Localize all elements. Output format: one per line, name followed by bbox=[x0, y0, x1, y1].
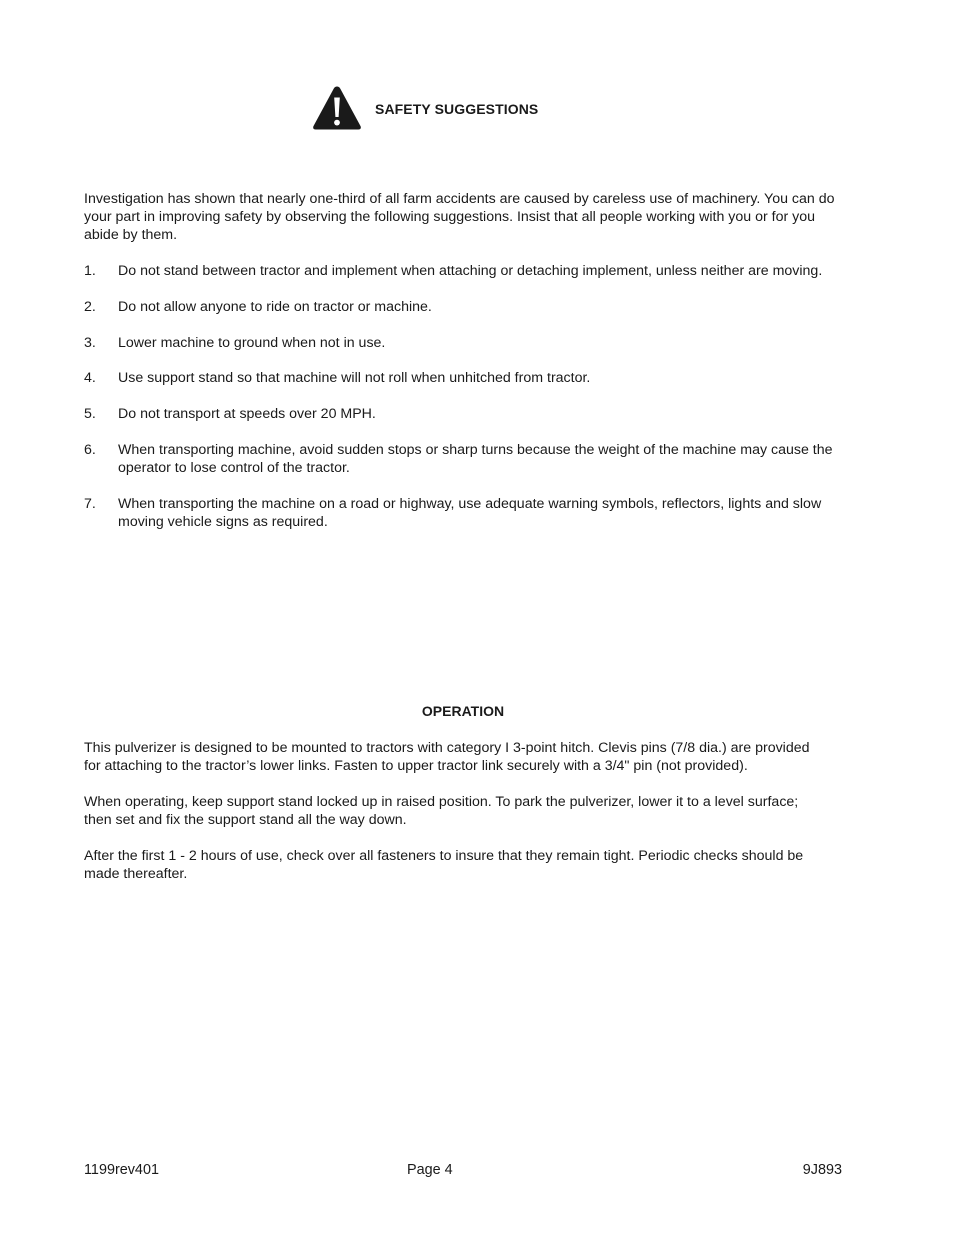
list-item bbox=[84, 334, 854, 352]
list-item bbox=[84, 369, 854, 387]
item-text: Do not allow anyone to ride on tractor or machine. bbox=[118, 298, 432, 315]
operation-body bbox=[84, 739, 824, 901]
item-number: 4. bbox=[84, 370, 96, 387]
item-number: 5. bbox=[84, 406, 96, 423]
item-text: When transporting machine, avoid sudden stops or sharp turns because the weight of the machine may cause the operator to lose control of the tractor. bbox=[118, 441, 833, 477]
item-text: Do not stand between tractor and implement when attaching or detaching implement, unless neither are moving. bbox=[118, 263, 823, 279]
safety-header bbox=[312, 84, 538, 132]
operation-paragraph: This pulverizer is designed to be mounted to tractors with category I 3-point hitch. Clevis pins (7/8 dia.) are provided for attaching to the tractor’s lower links. Fasten to upper tractor link securely with a 3/4" pin (not provided). bbox=[84, 740, 810, 775]
item-text: Use support stand so that machine will not roll when unhitched from tractor. bbox=[118, 370, 591, 387]
operation-title: OPERATION bbox=[421, 703, 505, 719]
item-number: 2. bbox=[84, 298, 96, 315]
safety-intro: Investigation has shown that nearly one-third of all farm accidents are caused by careless use of machinery. You can do your part in improving safety by observing the following suggestions. Insist that all people working with you or for you abide by them. bbox=[84, 191, 835, 244]
footer-doc-code: 1199rev401 bbox=[84, 1162, 159, 1178]
footer-page-number: Page 4 bbox=[407, 1162, 453, 1178]
operation-paragraph: When operating, keep support stand locked up in raised position. To park the pulverizer, lower it to a level surface; then set and fix the support stand all the way down. bbox=[84, 794, 799, 829]
item-number: 7. bbox=[84, 495, 96, 512]
item-text: Lower machine to ground when not in use. bbox=[118, 334, 386, 351]
safety-list bbox=[84, 262, 854, 549]
footer-part-number: 9J893 bbox=[802, 1162, 842, 1178]
operation-paragraph: After the first 1 - 2 hours of use, check over all fasteners to insure that they remain tight. Periodic checks should be made thereafter. bbox=[84, 848, 804, 883]
item-number: 6. bbox=[84, 441, 96, 458]
list-item bbox=[84, 495, 854, 531]
item-text: When transporting the machine on a road or highway, use adequate warning symbols, reflectors, lights and slow moving vehicle signs as required. bbox=[118, 495, 822, 531]
item-number: 1. bbox=[84, 263, 96, 279]
warning-triangle-icon bbox=[312, 85, 362, 131]
item-text: Do not transport at speeds over 20 MPH. bbox=[118, 406, 376, 423]
page-footer bbox=[84, 1162, 842, 1182]
list-item bbox=[84, 298, 854, 316]
list-item bbox=[84, 262, 854, 280]
safety-title: SAFETY SUGGESTIONS bbox=[375, 101, 539, 117]
list-item bbox=[84, 441, 854, 477]
item-number: 3. bbox=[84, 334, 96, 351]
list-item bbox=[84, 405, 854, 423]
